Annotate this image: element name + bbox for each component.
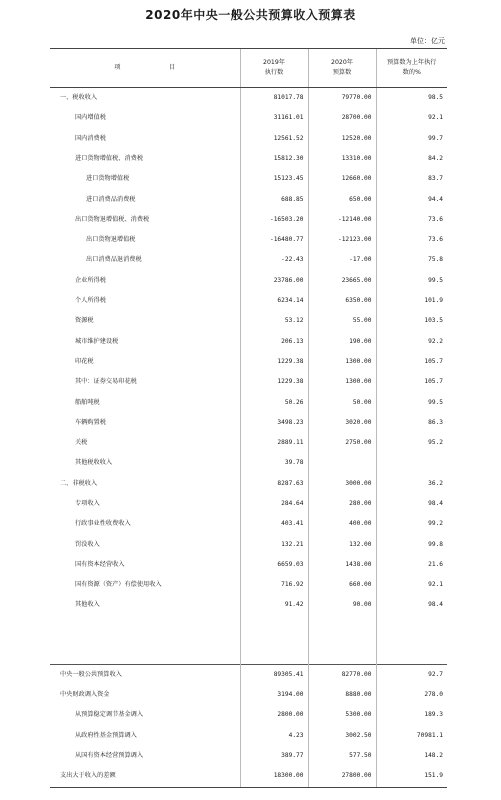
table-row	[50, 129, 447, 149]
row-2019: -16503.20	[240, 210, 308, 230]
row-name: 进口消费品消费税	[86, 195, 136, 203]
row-name: 国内增值税	[75, 114, 106, 122]
row-name: 罚没收入	[75, 540, 100, 548]
table-row	[50, 705, 447, 725]
row-2019: 15123.45	[240, 169, 308, 189]
table-row	[50, 332, 447, 352]
row-2019: 6659.03	[240, 555, 308, 575]
row-2020: 82770.00	[308, 664, 376, 685]
table-row	[50, 746, 447, 766]
row-percent: 86.3	[376, 413, 447, 433]
table-row	[50, 664, 447, 685]
table-row	[50, 575, 447, 595]
row-percent: 99.8	[376, 535, 447, 555]
row-2020: 1300.00	[308, 372, 376, 392]
row-2019: -22.43	[240, 250, 308, 270]
row-percent: 99.2	[376, 514, 447, 534]
row-2019: 39.78	[240, 453, 308, 473]
row-name: 资源税	[75, 317, 94, 325]
row-name: 国有资本经营收入	[75, 560, 125, 568]
row-2019: 91.42	[240, 595, 308, 615]
table-row	[50, 352, 447, 372]
row-percent: 101.9	[376, 291, 447, 311]
row-name: 印花税	[75, 357, 94, 365]
row-name: 中央财政调入资金	[60, 691, 110, 699]
row-percent: 95.2	[376, 433, 447, 453]
row-2020: 55.00	[308, 311, 376, 331]
row-percent: 148.2	[376, 746, 447, 766]
row-percent: 103.5	[376, 311, 447, 331]
row-percent: 98.5	[376, 88, 447, 109]
row-percent: 278.0	[376, 685, 447, 705]
table-row	[50, 372, 447, 392]
header-2019-year: 2019年	[263, 59, 285, 66]
spacer-cell	[50, 616, 240, 665]
table-row	[50, 311, 447, 331]
row-2020: 3002.50	[308, 726, 376, 746]
row-percent: 21.6	[376, 555, 447, 575]
row-2019: 23786.00	[240, 271, 308, 291]
row-2019: -16480.77	[240, 230, 308, 250]
row-2019: 1229.38	[240, 372, 308, 392]
row-2020: 6350.00	[308, 291, 376, 311]
table-row	[50, 149, 447, 169]
table-row	[50, 189, 447, 209]
row-2019: 89305.41	[240, 664, 308, 685]
row-name: 中央一般公共预算收入	[50, 664, 240, 685]
row-2019: 4.23	[240, 726, 308, 746]
header-item	[50, 49, 240, 88]
row-2020: 79770.00	[308, 88, 376, 109]
row-2019: 132.21	[240, 535, 308, 555]
row-2019: 284.64	[240, 494, 308, 514]
header-2019	[240, 49, 308, 88]
table-row	[50, 271, 447, 291]
table-row	[50, 595, 447, 615]
page-title: 2020年中央一般公共预算收入预算表	[145, 8, 356, 22]
row-name: 国内消费税	[75, 134, 106, 142]
row-2019: 389.77	[240, 746, 308, 766]
row-2020: 3000.00	[308, 474, 376, 494]
row-percent: 99.7	[376, 129, 447, 149]
row-percent: 36.2	[376, 474, 447, 494]
row-name: 出口货物退增值税、消费税	[75, 215, 150, 223]
row-percent: 84.2	[376, 149, 447, 169]
row-2020: 132.00	[308, 535, 376, 555]
row-2019: 6234.14	[240, 291, 308, 311]
row-2020: 27800.00	[308, 766, 376, 787]
row-2019: 2889.11	[240, 433, 308, 453]
row-2019: 12561.52	[240, 129, 308, 149]
header-2020-label: 预算数	[332, 69, 352, 76]
row-name: 进口货物增值税、消费税	[75, 154, 144, 162]
row-name: 船舶吨税	[75, 398, 100, 406]
row-2020: 12520.00	[308, 129, 376, 149]
row-percent: 99.5	[376, 271, 447, 291]
row-name: 其他收入	[75, 601, 100, 609]
row-percent: 92.1	[376, 108, 447, 128]
header-percent-b: 数的%	[402, 69, 421, 76]
row-percent: 83.7	[376, 169, 447, 189]
row-2020: -17.00	[308, 250, 376, 270]
table-row	[50, 555, 447, 575]
row-2020: -12123.00	[308, 230, 376, 250]
row-2020: 8880.00	[308, 685, 376, 705]
row-name: 国有资源（资产）有偿使用收入	[75, 581, 162, 589]
table-row	[50, 291, 447, 311]
spacer-cell	[376, 616, 447, 665]
row-2020: 1438.00	[308, 555, 376, 575]
table-row	[50, 474, 447, 494]
row-2020	[308, 453, 376, 473]
header-2020-year: 2020年	[331, 59, 353, 66]
row-2020: 90.00	[308, 595, 376, 615]
table-row	[50, 535, 447, 555]
row-percent: 73.6	[376, 210, 447, 230]
row-2020: 23665.00	[308, 271, 376, 291]
spacer-row	[50, 616, 447, 665]
row-percent: 98.4	[376, 595, 447, 615]
row-2020: 2750.00	[308, 433, 376, 453]
table-row	[50, 230, 447, 250]
row-2020: 3020.00	[308, 413, 376, 433]
row-percent	[376, 453, 447, 473]
table-row	[50, 433, 447, 453]
row-2019: 2800.00	[240, 705, 308, 725]
row-name: 进口货物增值税	[86, 175, 130, 183]
row-2019: 206.13	[240, 332, 308, 352]
row-2019: 716.92	[240, 575, 308, 595]
row-2020: 13310.00	[308, 149, 376, 169]
row-percent: 151.9	[376, 766, 447, 787]
row-2020: 1300.00	[308, 352, 376, 372]
row-percent: 99.5	[376, 392, 447, 412]
table-row	[50, 210, 447, 230]
row-name: 关税	[75, 439, 88, 447]
row-name: 专项收入	[75, 499, 100, 507]
row-2020: 190.00	[308, 332, 376, 352]
row-name: 其他税收收入	[75, 459, 113, 467]
header-percent-a: 预算数为上年执行	[387, 59, 437, 66]
header-item-b: 目	[169, 63, 176, 71]
row-name: 支出大于收入的差额	[50, 766, 240, 787]
row-percent: 189.3	[376, 705, 447, 725]
table-row	[50, 514, 447, 534]
table-row	[50, 494, 447, 514]
row-name: 二、非税收入	[60, 479, 98, 487]
row-2020: 400.00	[308, 514, 376, 534]
row-percent: 94.4	[376, 189, 447, 209]
row-2020: 12660.00	[308, 169, 376, 189]
row-2019: 1229.38	[240, 352, 308, 372]
unit-label: 单位：亿元	[410, 37, 445, 45]
row-2019: 15812.30	[240, 149, 308, 169]
row-percent: 105.7	[376, 372, 447, 392]
row-name: 车辆购置税	[75, 418, 106, 426]
header-2019-label: 执行数	[264, 69, 284, 76]
row-name: 一、税收收入	[60, 94, 98, 102]
table-row	[50, 88, 447, 109]
row-percent: 92.2	[376, 332, 447, 352]
budget-table	[50, 48, 447, 788]
row-percent: 92.1	[376, 575, 447, 595]
row-2020: 50.00	[308, 392, 376, 412]
row-percent: 70981.1	[376, 726, 447, 746]
row-2020: 650.00	[308, 189, 376, 209]
row-name: 城市维护建设税	[75, 337, 119, 345]
row-2019: 688.85	[240, 189, 308, 209]
table-header-row	[50, 49, 447, 88]
row-2019: 50.26	[240, 392, 308, 412]
row-2019: 31161.01	[240, 108, 308, 128]
table-row	[50, 108, 447, 128]
header-2020	[308, 49, 376, 88]
row-2020: 28700.00	[308, 108, 376, 128]
row-percent: 75.8	[376, 250, 447, 270]
table-row	[50, 766, 447, 787]
row-2020: 660.00	[308, 575, 376, 595]
row-2019: 53.12	[240, 311, 308, 331]
row-2019: 81017.78	[240, 88, 308, 109]
row-2020: -12140.00	[308, 210, 376, 230]
row-percent: 92.7	[376, 664, 447, 685]
table-row	[50, 169, 447, 189]
row-name: 从政府性基金预算调入	[75, 731, 137, 739]
row-percent: 73.6	[376, 230, 447, 250]
row-name: 从预算稳定调节基金调入	[75, 711, 144, 719]
header-item-a: 项	[114, 63, 121, 71]
row-2019: 3498.23	[240, 413, 308, 433]
row-name: 出口货物退增值税	[86, 236, 136, 244]
row-name: 个人所得税	[75, 297, 106, 305]
row-name: 出口消费品退消费税	[86, 256, 142, 264]
table-row	[50, 453, 447, 473]
row-2019: 8287.63	[240, 474, 308, 494]
row-name: 行政事业性收费收入	[75, 520, 131, 528]
table-row	[50, 726, 447, 746]
row-percent: 105.7	[376, 352, 447, 372]
row-2019: 403.41	[240, 514, 308, 534]
row-name: 其中：证券交易印花税	[75, 378, 137, 386]
row-2019: 3194.00	[240, 685, 308, 705]
row-name: 从国有资本经营预算调入	[75, 751, 144, 759]
spacer-cell	[308, 616, 376, 665]
table-row	[50, 685, 447, 705]
row-2020: 280.00	[308, 494, 376, 514]
table-row	[50, 392, 447, 412]
row-name: 企业所得税	[75, 276, 106, 284]
table-row	[50, 250, 447, 270]
row-percent: 98.4	[376, 494, 447, 514]
spacer-cell	[240, 616, 308, 665]
table-row	[50, 413, 447, 433]
header-percent	[376, 49, 447, 88]
row-2020: 5300.00	[308, 705, 376, 725]
row-2020: 577.50	[308, 746, 376, 766]
row-2019: 18300.00	[240, 766, 308, 787]
